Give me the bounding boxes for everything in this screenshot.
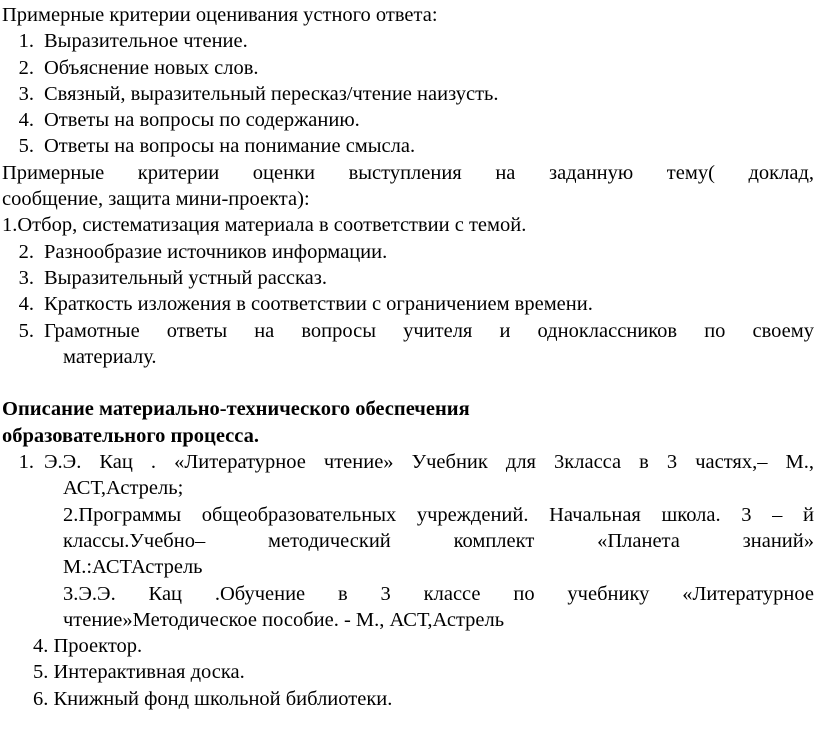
list-item-number: 2. xyxy=(18,56,34,79)
section2-first-item: 1.Отбор, систематизация материала в соответствии с темой. xyxy=(2,214,527,237)
list-item-number: 2. xyxy=(18,240,34,263)
list-item-text: Разнообразие источников информации. xyxy=(44,240,388,263)
section3-title-line2: образовательного процесса. xyxy=(2,424,259,447)
list-item-text: Ответы на вопросы на понимание смысла. xyxy=(44,135,416,158)
reference-text-continuation: М.:АСТАстрель xyxy=(63,556,203,579)
list-item-number: 5. xyxy=(18,135,34,158)
list-item: 5. Интерактивная доска. xyxy=(33,661,245,684)
section2-heading-line1: Примерные критерии оценки выступления на заданную тему( доклад, xyxy=(2,161,814,184)
list-item-number: 4. xyxy=(18,109,34,132)
list-item xyxy=(2,291,816,317)
list-item-number: 3. xyxy=(18,266,34,289)
list-item xyxy=(2,81,816,107)
list-item xyxy=(2,318,814,344)
list-item-text: Выразительное чтение. xyxy=(44,30,248,53)
section1-heading: Примерные критерии оценивания устного ответа: xyxy=(2,4,438,26)
list-item-number: 1. xyxy=(18,30,34,53)
reference-text-continuation: АСТ,Астрель; xyxy=(63,477,184,500)
list-item: 6. Книжный фонд школьной библиотеки. xyxy=(33,687,393,710)
reference-text-continuation: чтение»Методическое пособие. - М., АСТ,Астрель xyxy=(63,608,505,631)
reference-text: 2.Программы общеобразовательных учреждений. Начальная школа. 3 – й xyxy=(63,503,814,526)
section3-title-line1: Описание материально-технического обеспечения xyxy=(2,398,470,421)
list-item: 4. Проектор. xyxy=(33,635,143,658)
list-item-text: Объяснение новых слов. xyxy=(44,56,259,79)
list-item xyxy=(2,107,816,133)
list-item-text: Ответы на вопросы по содержанию. xyxy=(44,109,360,132)
list-item-number: 5. xyxy=(18,319,34,342)
reference-text: 3.Э.Э. Кац .Обучение в 3 классе по учебнику «Литературное xyxy=(63,582,814,605)
section2-heading-line2: сообщение, защита мини-проекта): xyxy=(2,188,310,211)
list-item xyxy=(2,133,816,159)
reference-text-continuation: классы.Учебно– методический комплект «Планета знаний» xyxy=(63,529,814,552)
list-item xyxy=(2,239,816,265)
list-item-text: Выразительный устный рассказ. xyxy=(44,266,328,289)
list-item-text-continuation: материалу. xyxy=(63,345,157,368)
list-item-text: Связный, выразительный пересказ/чтение наизусть. xyxy=(44,82,499,105)
list-item xyxy=(2,265,816,291)
reference-number: 1. xyxy=(18,451,34,474)
reference-text: Э.Э. Кац . «Литературное чтение» Учебник для 3класса в 3 частях,– М., xyxy=(44,451,814,474)
list-item-text: Краткость изложения в соответствии с ограничением времени. xyxy=(44,293,593,316)
list-item xyxy=(2,55,816,81)
list-item-number: 3. xyxy=(18,82,34,105)
list-item-number: 4. xyxy=(18,293,34,316)
reference-item xyxy=(2,449,814,475)
list-item xyxy=(2,28,816,54)
blank-line xyxy=(2,370,816,396)
list-item-text: Грамотные ответы на вопросы учителя и одноклассников по своему xyxy=(44,319,814,342)
